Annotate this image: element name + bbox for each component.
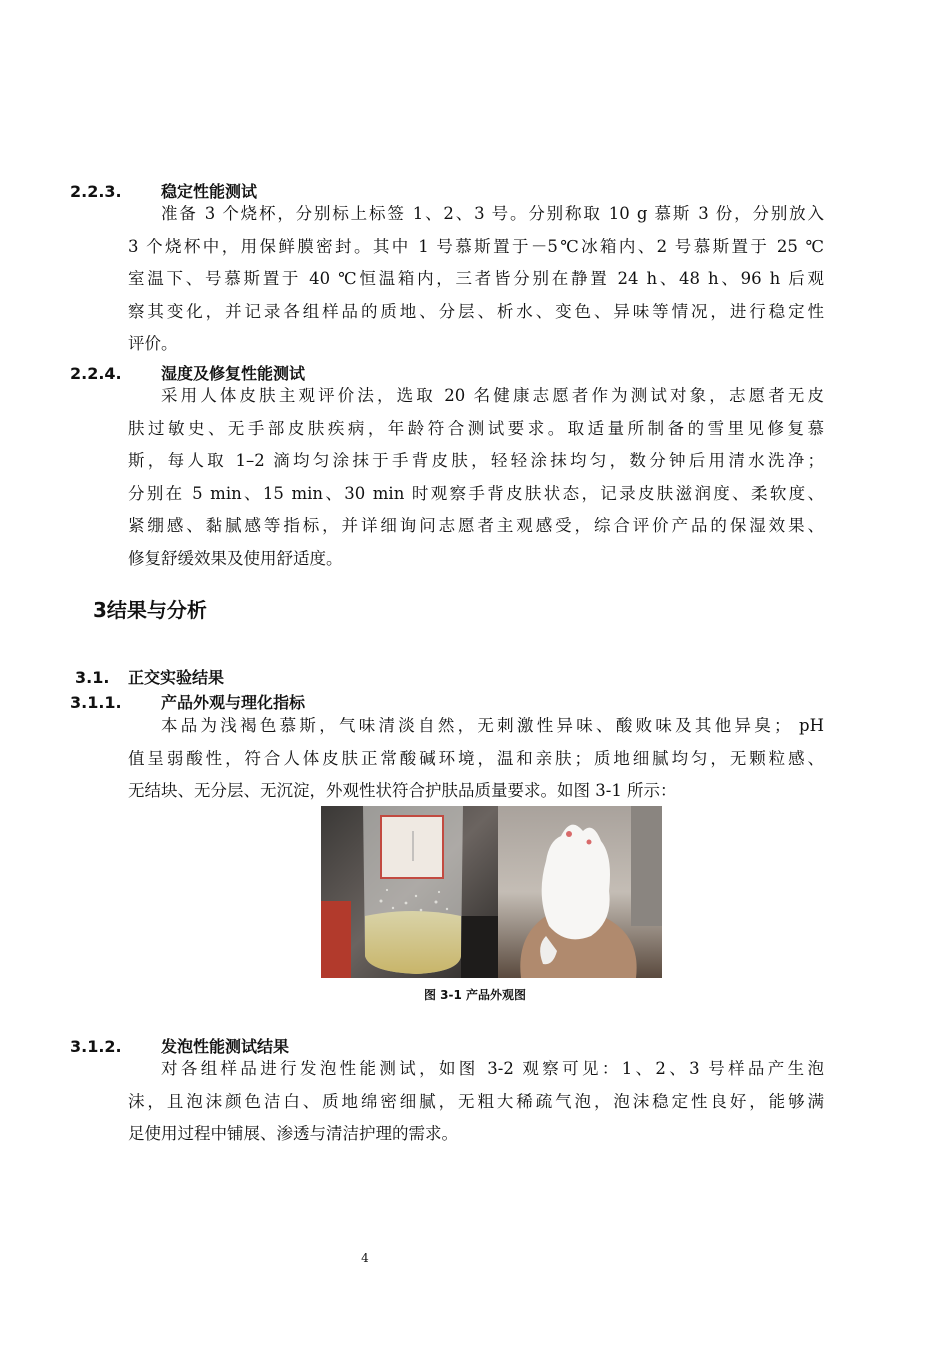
paragraph-line: 本品为浅褐色慕斯，气味清淡自然，无刺激性异味、酸败味及其他异臭； pH: [161, 716, 824, 735]
section-heading-3-1: [75, 668, 224, 688]
paragraph-line: 紧绷感、黏腻感等指标，并详细询问志愿者主观感受，综合评价产品的保湿效果、: [128, 516, 824, 535]
paragraph-stability-test: [128, 198, 824, 361]
paragraph-appearance: [128, 710, 824, 808]
paragraph-line: 修复舒缓效果及使用舒适度。: [128, 548, 343, 568]
paragraph-line: 斯，每人取 1–2 滴均匀涂抹于手背皮肤，轻轻涂抹均匀，数分钟后用清水洗净；: [128, 451, 824, 470]
paragraph-line: 分别在 5 min、15 min、30 min 时观察手背皮肤状态，记录皮肤滋润度、柔软度、: [128, 483, 824, 503]
figure-caption: 图 3-1 产品外观图: [423, 988, 527, 1002]
chapter-title: 结果与分析: [106, 598, 207, 622]
section-number: 3.1.1.: [70, 693, 122, 712]
section-title: 发泡性能测试结果: [161, 1037, 290, 1056]
paragraph-line: 肤过敏史、无手部皮肤疾病，年龄符合测试要求。取适量所制备的雪里见修复慕: [128, 418, 824, 438]
paragraph-line: 察其变化，并记录各组样品的质地、分层、析水、变色、异味等情况，进行稳定性: [128, 301, 824, 321]
section-title: 湿度及修复性能测试: [161, 364, 306, 383]
chapter-heading-3: [93, 598, 207, 622]
paragraph-line: 对各组样品进行发泡性能测试，如图 3-2 观察可见：1、2、3 号样品产生泡: [161, 1059, 824, 1078]
section-title: 正交实验结果: [128, 668, 225, 687]
paragraph-line: 准备 3 个烧杯，分别标上标签 1、2、3 号。分别称取 10 g 慕斯 3 份，分别放入: [161, 204, 824, 223]
paragraph-line: 足使用过程中铺展、渗透与清洁护理的需求。: [128, 1124, 458, 1143]
photo-illustration: [321, 806, 662, 978]
paragraph-moisture-repair-test: [128, 380, 824, 575]
paragraph-line: 采用人体皮肤主观评价法，选取 20 名健康志愿者作为测试对象，志愿者无皮: [161, 386, 824, 405]
paragraph-line: 3 个烧杯中，用保鲜膜密封。其中 1 号慕斯置于－5℃冰箱内、2 号慕斯置于 25 ℃: [128, 236, 824, 256]
section-number: 2.2.4.: [70, 364, 122, 383]
paragraph-line: 沫，且泡沫颜色洁白、质地绵密细腻，无粗大稀疏气泡，泡沫稳定性良好，能够满: [128, 1091, 824, 1111]
paragraph-line: 评价。: [128, 334, 178, 353]
paragraph-line: 值呈弱酸性，符合人体皮肤正常酸碱环境，温和亲肤；质地细腻均匀，无颗粒感、: [128, 748, 824, 768]
paragraph-line: 室温下、号慕斯置于 40 ℃恒温箱内，三者皆分别在静置 24 h、48 h、96 h 后观: [128, 269, 824, 288]
section-number: 3.1.2.: [70, 1037, 122, 1056]
product-appearance-photo: [321, 806, 662, 978]
section-number: 3.1.: [75, 668, 110, 687]
chapter-number: 3: [93, 598, 107, 622]
section-number: 2.2.3.: [70, 182, 122, 201]
section-title: 产品外观与理化指标: [161, 693, 306, 712]
paragraph-line: 无结块、无分层、无沉淀，外观性状符合护肤品质量要求。如图 3-1 所示：: [128, 781, 677, 800]
page-number: 4: [361, 1251, 369, 1265]
section-title: 稳定性能测试: [161, 182, 258, 201]
paragraph-foaming: [128, 1053, 824, 1151]
